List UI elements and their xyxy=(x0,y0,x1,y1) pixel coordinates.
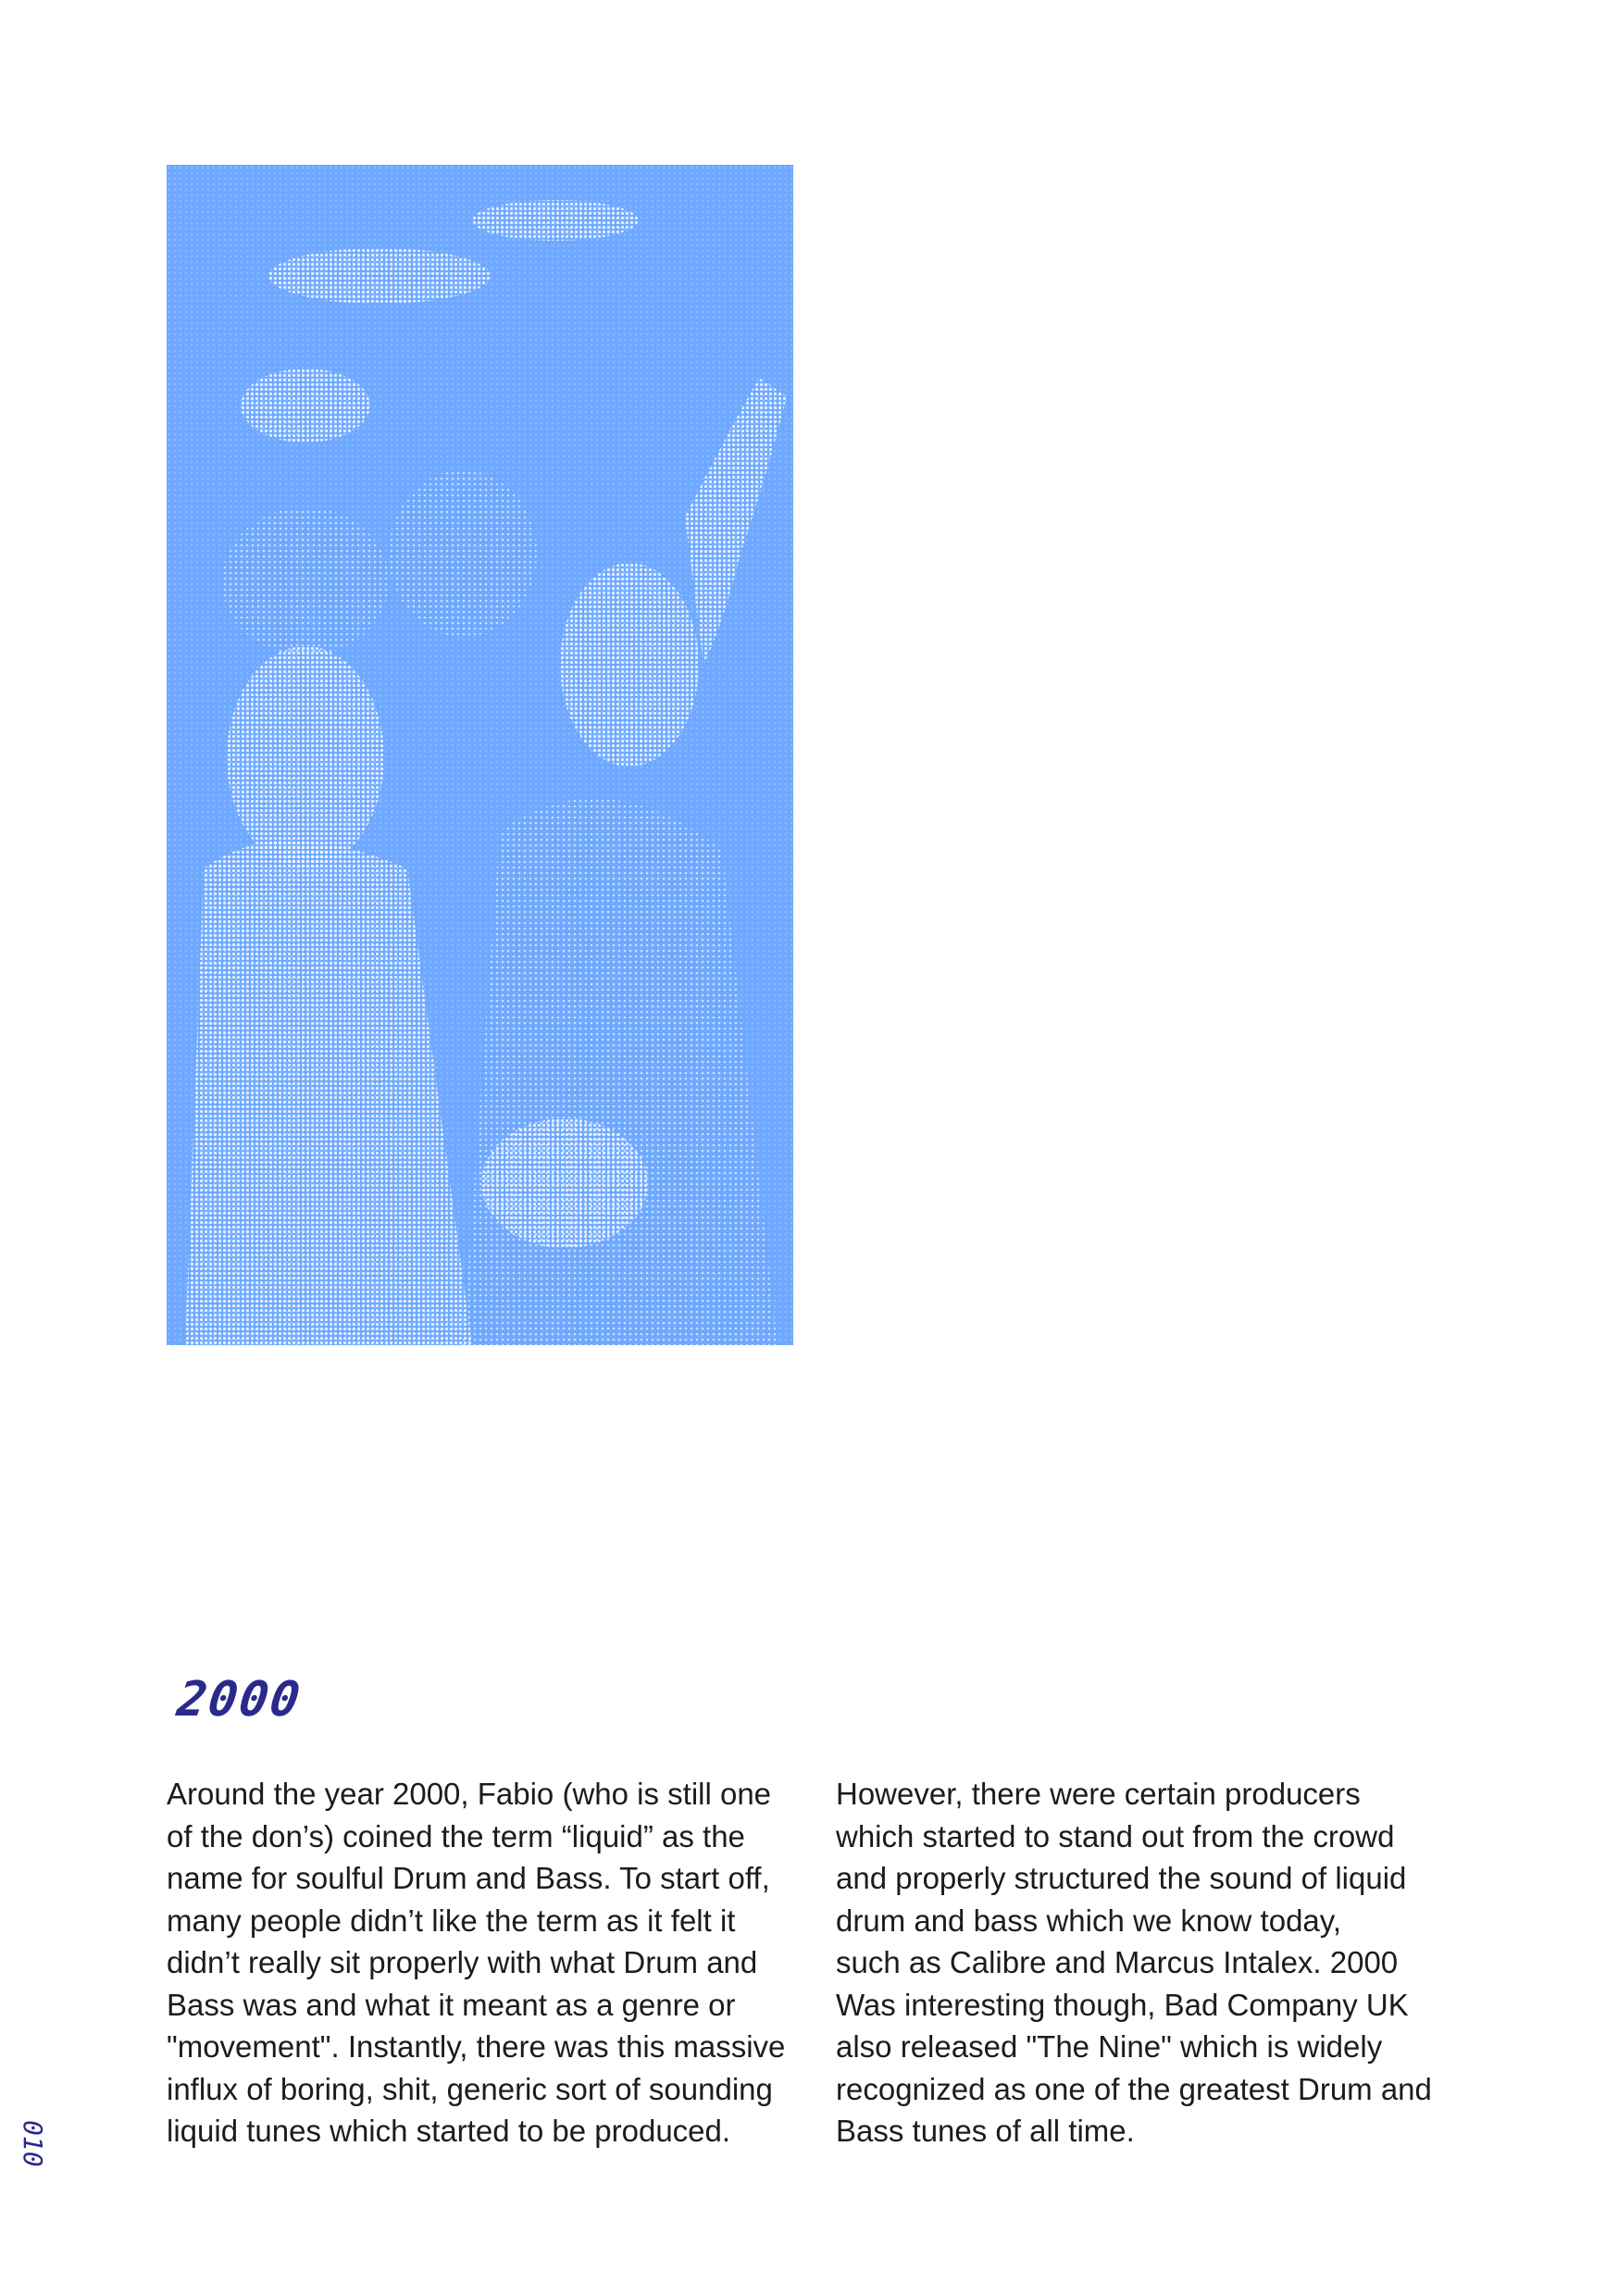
page-number: 010 xyxy=(18,2120,48,2167)
section-year-heading: 2000 xyxy=(173,1672,305,1728)
halftone-crowd-photo xyxy=(167,165,793,1345)
body-text-left-column: Around the year 2000, Fabio (who is still one of the don’s) coined the term “liquid” as the name for soulful Drum and Bass. To start off, many people didn’t like the term as it felt it didn’t really sit properly with what Drum and Bass was and what it meant as a genre or "movement". Instantly, there was this massive influx of boring, shit, generic sort of sounding liquid tunes which started to be produced. xyxy=(167,1777,786,2148)
body-text-right-column: However, there were certain producers which started to stand out from the crowd and properly structured the sound of liquid drum and bass which we know today, such as Calibre and Marcus Intalex. 2000 Was interesting though, Bad Company UK also released "The Nine" which is widely recognized as one of the greatest Drum and Bass tunes of all time. xyxy=(836,1777,1432,2148)
